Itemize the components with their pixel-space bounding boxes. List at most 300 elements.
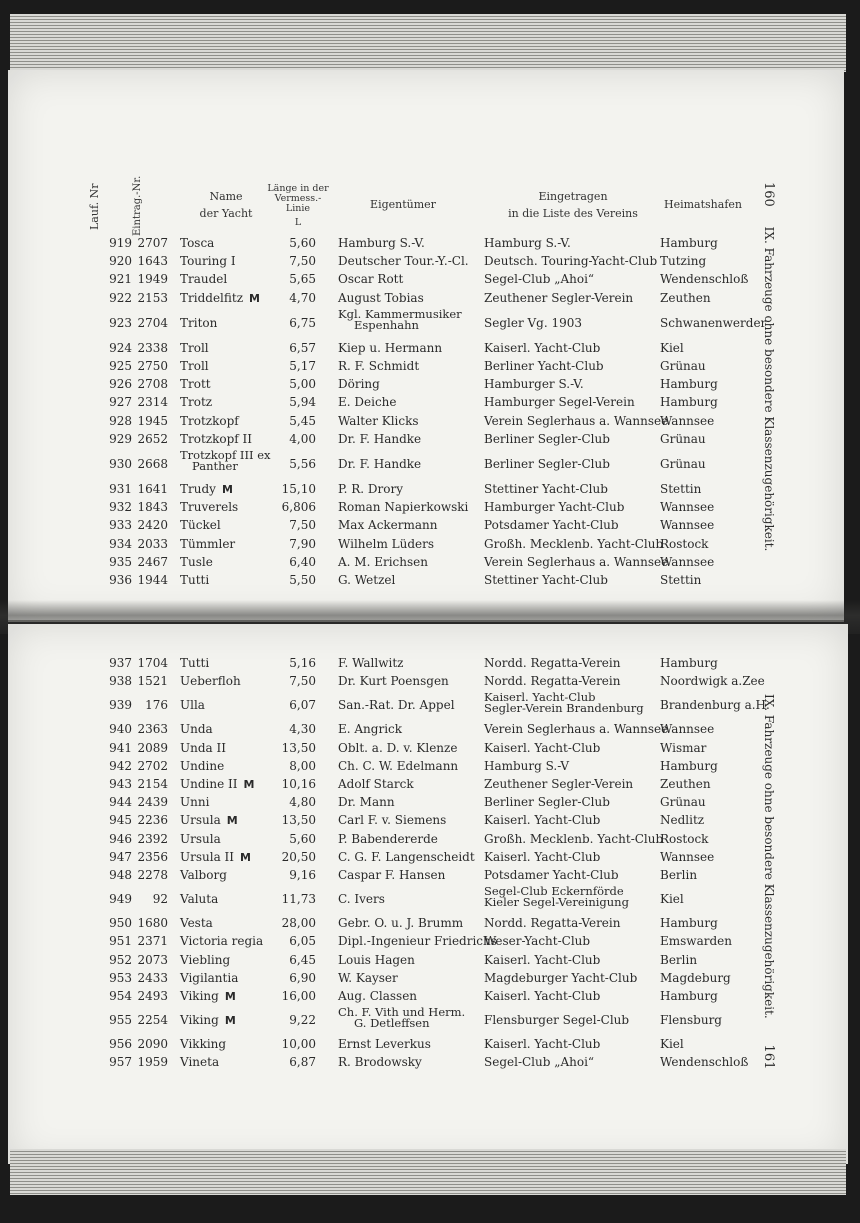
eintrag-nr-cell: 92 xyxy=(152,892,168,907)
club-cell: Segel-Club „Ahoi“ xyxy=(484,1055,595,1070)
length-cell: 6,45 xyxy=(289,952,316,967)
lauf-nr-cell: 949 xyxy=(109,892,132,907)
owner-cell: Hamburg S.-V. xyxy=(338,236,425,250)
length-cell: 7,50 xyxy=(289,674,316,689)
lauf-nr-cell: 938 xyxy=(109,674,132,689)
eintrag-nr-cell: 1704 xyxy=(137,656,168,670)
eintrag-nr-cell: 2439 xyxy=(137,795,168,810)
owner-cell: Oscar Rott xyxy=(338,272,404,287)
length-cell: 6,87 xyxy=(289,1055,316,1070)
header-name-line1: Name xyxy=(209,190,243,203)
owner-cell: Louis Hagen xyxy=(338,952,415,967)
header-club-line2: in die Liste des Vereins xyxy=(508,207,638,220)
length-cell: 7,90 xyxy=(289,536,316,551)
eintrag-nr-cell: 2278 xyxy=(137,868,168,882)
club-cell: Deutsch. Touring-Yacht-Club xyxy=(484,254,658,269)
club-line2: Kieler Segel-Vereinigung xyxy=(484,895,629,910)
header-name-line2: der Yacht xyxy=(199,207,253,220)
lauf-nr-cell: 947 xyxy=(109,849,132,864)
book-edge-bottom xyxy=(10,1149,846,1195)
home-port-cell: Rostock xyxy=(660,831,709,846)
eintrag-nr-cell: 2668 xyxy=(137,457,168,471)
home-port-cell: Zeuthen xyxy=(660,777,711,791)
owner-cell: Wilhelm Lüders xyxy=(338,536,435,551)
length-cell: 7,50 xyxy=(289,254,316,269)
eintrag-nr-cell: 1843 xyxy=(137,500,168,515)
home-port-cell: Noordwigk a.Zee xyxy=(660,674,765,689)
club-line2: Segler-Verein Brandenburg xyxy=(484,701,644,716)
home-port-cell: Wannsee xyxy=(660,413,715,428)
lauf-nr-cell: 955 xyxy=(109,1013,132,1028)
yacht-name-cell: Vineta xyxy=(180,1055,220,1070)
eintrag-nr-cell: 1641 xyxy=(137,482,168,496)
owner-cell: August Tobias xyxy=(338,290,424,305)
lauf-nr-cell: 928 xyxy=(109,413,132,428)
length-cell: 11,73 xyxy=(281,892,316,907)
header-length-line3: Linie xyxy=(285,203,311,214)
header-name xyxy=(186,188,266,222)
yacht-name-cell: Vesta xyxy=(180,916,213,931)
lauf-nr-cell: 941 xyxy=(109,740,132,755)
header-length-line4: L xyxy=(294,217,302,228)
owner-cell: Ch. C. W. Edelmann xyxy=(338,758,459,773)
yacht-name-cell: Valuta xyxy=(180,892,219,907)
eintrag-nr-cell: 2073 xyxy=(137,952,168,967)
length-cell: 10,16 xyxy=(281,777,316,791)
yacht-name-cell: Ulla xyxy=(180,698,205,713)
lauf-nr-cell: 940 xyxy=(109,722,132,737)
lauf-nr-cell: 935 xyxy=(109,554,132,569)
yacht-name-cell: Tutti xyxy=(180,656,210,670)
club-cell: Hamburger S.-V. xyxy=(484,377,584,392)
owner-cell: W. Kayser xyxy=(338,970,398,985)
owner-cell: Oblt. a. D. v. Klenze xyxy=(338,740,458,755)
yacht-name-cell: Valborg xyxy=(180,868,227,882)
owner-line2: G. Detleffsen xyxy=(354,1016,430,1031)
eintrag-nr-cell: 2493 xyxy=(137,989,168,1003)
eintrag-nr-cell: 2254 xyxy=(137,1013,168,1028)
yacht-name-cell: Tümmler xyxy=(180,536,236,551)
length-cell: 13,50 xyxy=(281,813,316,828)
eintrag-nr-cell: 2356 xyxy=(137,849,168,864)
owner-cell: E. Angrick xyxy=(338,722,403,737)
owner-cell: Ernst Leverkus xyxy=(338,1037,431,1052)
club-cell: Berliner Yacht-Club xyxy=(484,359,604,373)
eintrag-nr-cell: 1521 xyxy=(137,674,168,689)
owner-cell: P. Babendererde xyxy=(338,831,438,846)
owner-line1: Kgl. Kammermusiker xyxy=(338,306,462,321)
home-port-cell: Wannsee xyxy=(660,722,715,737)
yacht-name-cell: Tosca xyxy=(180,236,215,250)
lauf-nr-cell: 937 xyxy=(109,656,132,670)
length-cell: 20,50 xyxy=(281,849,316,864)
owner-cell: C. G. F. Langenscheidt xyxy=(338,849,475,864)
length-cell: 9,16 xyxy=(289,868,316,882)
yacht-name-cell: Ursula II M xyxy=(180,849,251,864)
owner-cell: Roman Napierkowski xyxy=(338,500,469,515)
club-cell: Stettiner Yacht-Club xyxy=(484,482,608,496)
club-cell: Kaiserl. Yacht-Club xyxy=(484,849,601,864)
yacht-name-cell: Trott xyxy=(180,377,211,392)
club-cell xyxy=(484,692,644,714)
lauf-nr-cell: 919 xyxy=(109,236,132,250)
yacht-name-cell: Troll xyxy=(180,359,209,373)
club-cell: Berliner Segler-Club xyxy=(484,795,610,810)
header-club-line1: Eingetragen xyxy=(538,190,608,203)
length-cell: 5,16 xyxy=(289,656,316,670)
home-port-cell: Kiel xyxy=(660,340,684,355)
eintrag-nr-cell: 2420 xyxy=(137,518,168,533)
owner-cell: Dr. F. Handke xyxy=(338,457,422,471)
club-cell: Kaiserl. Yacht-Club xyxy=(484,952,601,967)
length-cell: 7,50 xyxy=(289,518,316,533)
home-port-cell: Hamburg xyxy=(660,758,718,773)
owner-cell: Dr. Kurt Poensgen xyxy=(338,674,449,689)
home-port-cell: Wannsee xyxy=(660,554,715,569)
home-port-cell: Kiel xyxy=(660,1037,684,1052)
motor-marker: M xyxy=(221,483,233,496)
club-cell: Hamburg S.-V xyxy=(484,758,570,773)
home-port-cell: Wendenschloß xyxy=(660,272,749,287)
header-club xyxy=(478,188,668,222)
page-161 xyxy=(8,624,848,1164)
page-number-161: 161 xyxy=(761,1044,776,1070)
owner-cell: Carl F. v. Siemens xyxy=(338,813,447,828)
yacht-name-cell: Undine xyxy=(180,758,225,773)
section-title-161: IX. Fahrzeuge ohne besondere Klassenzugehörigkeit. xyxy=(762,694,776,1019)
header-lauf-nr: Lauf. Nr xyxy=(88,183,101,230)
lauf-nr-cell: 921 xyxy=(109,272,132,287)
yacht-name-cell: Triton xyxy=(180,315,218,330)
motor-marker: M xyxy=(240,850,251,864)
owner-cell: E. Deiche xyxy=(338,395,397,410)
eintrag-nr-cell: 2433 xyxy=(137,970,168,985)
owner-cell: R. Brodowsky xyxy=(338,1055,422,1070)
lauf-nr-cell: 956 xyxy=(109,1037,132,1052)
header-port: Heimatshafen xyxy=(664,198,742,211)
yacht-name-cell: Touring I xyxy=(180,254,236,269)
eintrag-nr-cell: 2153 xyxy=(137,290,168,305)
eintrag-nr-cell: 2033 xyxy=(137,536,168,551)
owner-cell: Max Ackermann xyxy=(338,518,438,533)
owner-cell: F. Wallwitz xyxy=(338,656,404,670)
lauf-nr-cell: 951 xyxy=(109,934,132,949)
club-cell: Stettiner Yacht-Club xyxy=(484,573,608,587)
length-cell: 4,30 xyxy=(289,722,316,737)
home-port-cell: Zeuthen xyxy=(660,290,711,305)
length-cell: 4,00 xyxy=(289,431,316,446)
length-cell: 6,75 xyxy=(289,315,316,330)
owner-cell: Caspar F. Hansen xyxy=(338,868,446,882)
length-cell: 6,40 xyxy=(289,554,316,569)
lauf-nr-cell: 934 xyxy=(109,536,132,551)
eintrag-nr-cell: 2750 xyxy=(137,359,168,373)
lauf-nr-cell: 943 xyxy=(109,777,132,791)
book-edge-top xyxy=(10,14,846,72)
club-cell xyxy=(484,886,629,908)
club-cell: Kaiserl. Yacht-Club xyxy=(484,989,601,1003)
club-cell: Potsdamer Yacht-Club xyxy=(484,518,619,533)
eintrag-nr-cell: 2154 xyxy=(137,777,168,791)
yacht-name-cell: Unda xyxy=(180,722,213,737)
home-port-cell: Grünau xyxy=(660,431,706,446)
home-port-cell: Berlin xyxy=(660,952,698,967)
home-port-cell: Flensburg xyxy=(660,1013,722,1028)
eintrag-nr-cell: 2363 xyxy=(137,722,168,737)
home-port-cell: Wendenschloß xyxy=(660,1055,749,1070)
yacht-name-cell: Ursula xyxy=(180,831,221,846)
length-cell: 5,45 xyxy=(289,413,316,428)
owner-cell: Walter Klicks xyxy=(338,413,419,428)
lauf-nr-cell: 957 xyxy=(109,1055,132,1070)
home-port-cell: Brandenburg a.H. xyxy=(660,698,770,713)
owner-line1: Ch. F. Vith und Herm. xyxy=(338,1005,466,1020)
yacht-name-cell: Truverels xyxy=(180,500,239,515)
club-cell: Flensburger Segel-Club xyxy=(484,1013,630,1028)
eintrag-nr-cell: 2089 xyxy=(137,740,168,755)
length-cell: 6,90 xyxy=(289,970,316,985)
club-cell: Großh. Mecklenb. Yacht-Club xyxy=(484,536,664,551)
lauf-nr-cell: 920 xyxy=(109,254,132,269)
yacht-name-cell: Troll xyxy=(180,340,209,355)
length-cell: 13,50 xyxy=(281,740,316,755)
yacht-name-cell: Vikking xyxy=(180,1037,227,1052)
page-160 xyxy=(8,70,844,622)
yacht-name-cell: Trudy M xyxy=(180,482,233,496)
club-cell: Hamburger Yacht-Club xyxy=(484,500,625,515)
club-cell: Weser-Yacht-Club xyxy=(484,934,591,949)
home-port-cell: Magdeburg xyxy=(660,970,731,985)
club-cell: Potsdamer Yacht-Club xyxy=(484,868,619,882)
home-port-cell: Emswarden xyxy=(660,934,732,949)
eintrag-nr-cell: 2314 xyxy=(137,395,168,410)
home-port-cell: Wannsee xyxy=(660,518,715,533)
owner-cell: P. R. Drory xyxy=(338,482,404,496)
owner-cell: Gebr. O. u. J. Brumm xyxy=(338,916,464,931)
yacht-name-cell: Unda II xyxy=(180,740,226,755)
yacht-name-cell: Viking M xyxy=(180,989,236,1003)
yacht-name-line1: Trotzkopf III ex xyxy=(180,448,271,462)
lauf-nr-cell: 932 xyxy=(109,500,132,515)
yacht-name-cell: Viking M xyxy=(180,1013,236,1028)
lauf-nr-cell: 946 xyxy=(109,831,132,846)
eintrag-nr-cell: 1945 xyxy=(137,413,168,428)
yacht-name-cell: Vigilantia xyxy=(180,970,239,985)
yacht-name-cell: Tusle xyxy=(180,554,213,569)
home-port-cell: Stettin xyxy=(660,573,702,587)
lauf-nr-cell: 924 xyxy=(109,340,132,355)
home-port-cell: Hamburg xyxy=(660,395,718,410)
eintrag-nr-cell: 2090 xyxy=(137,1037,168,1052)
home-port-cell: Hamburg xyxy=(660,656,718,670)
eintrag-nr-cell: 2236 xyxy=(137,813,168,828)
lauf-nr-cell: 953 xyxy=(109,970,132,985)
home-port-cell: Hamburg xyxy=(660,377,718,392)
yacht-name-cell: Victoria regia xyxy=(180,934,264,949)
lauf-nr-cell: 931 xyxy=(109,482,132,496)
eintrag-nr-cell: 1959 xyxy=(137,1055,168,1070)
yacht-name-cell: Trotzkopf xyxy=(180,413,239,428)
owner-cell: Dr. F. Handke xyxy=(338,431,422,446)
lauf-nr-cell: 929 xyxy=(109,431,132,446)
club-cell: Verein Seglerhaus a. Wannsee xyxy=(484,554,669,569)
yacht-name-cell: Trotzkopf II xyxy=(180,431,253,446)
club-cell: Verein Seglerhaus a. Wannsee xyxy=(484,722,669,737)
club-cell: Kaiserl. Yacht-Club xyxy=(484,813,601,828)
club-cell: Segel-Club „Ahoi“ xyxy=(484,272,595,287)
club-line1: Kaiserl. Yacht-Club xyxy=(484,690,596,705)
club-cell: Nordd. Regatta-Verein xyxy=(484,674,621,689)
length-cell: 5,60 xyxy=(289,831,316,846)
owner-cell xyxy=(338,306,462,332)
length-cell: 28,00 xyxy=(281,916,316,931)
motor-marker: M xyxy=(224,1014,236,1028)
eintrag-nr-cell: 2702 xyxy=(137,758,168,773)
home-port-cell: Schwanenwerder xyxy=(660,315,767,330)
home-port-cell: Grünau xyxy=(660,795,706,810)
club-cell: Großh. Mecklenb. Yacht-Club xyxy=(484,831,664,846)
owner-cell: Deutscher Tour.-Y.-Cl. xyxy=(338,254,469,269)
home-port-cell: Nedlitz xyxy=(660,813,705,828)
yacht-name-cell: Viebling xyxy=(180,952,231,967)
lauf-nr-cell: 944 xyxy=(109,795,132,810)
yacht-name-cell: Unni xyxy=(180,795,210,810)
eintrag-nr-cell: 2371 xyxy=(137,934,168,949)
lauf-nr-cell: 926 xyxy=(109,377,132,392)
home-port-cell: Tutzing xyxy=(660,254,707,269)
owner-cell: Dr. Mann xyxy=(338,795,395,810)
home-port-cell: Rostock xyxy=(660,536,709,551)
yacht-name-line2: Panther xyxy=(192,459,238,473)
lauf-nr-cell: 954 xyxy=(109,989,132,1003)
home-port-cell: Grünau xyxy=(660,457,706,471)
club-cell: Hamburg S.-V. xyxy=(484,236,571,250)
club-cell: Magdeburger Yacht-Club xyxy=(484,970,638,985)
length-cell: 4,70 xyxy=(289,290,316,305)
owner-cell: G. Wetzel xyxy=(338,573,396,587)
club-cell: Nordd. Regatta-Verein xyxy=(484,916,621,931)
home-port-cell: Hamburg xyxy=(660,236,718,250)
owner-cell: A. M. Erichsen xyxy=(338,554,428,569)
length-cell: 8,00 xyxy=(289,758,316,773)
owner-cell: Dipl.-Ingenieur Friedrichs xyxy=(338,934,497,949)
length-cell: 5,94 xyxy=(289,395,316,410)
home-port-cell: Wannsee xyxy=(660,849,715,864)
eintrag-nr-cell: 2392 xyxy=(137,831,168,846)
home-port-cell: Hamburg xyxy=(660,916,718,931)
length-cell: 5,60 xyxy=(289,236,316,250)
length-cell: 5,56 xyxy=(289,457,316,471)
eintrag-nr-cell: 2707 xyxy=(137,236,168,250)
club-cell: Segler Vg. 1903 xyxy=(484,315,583,330)
lauf-nr-cell: 942 xyxy=(109,758,132,773)
length-cell: 16,00 xyxy=(281,989,316,1003)
lauf-nr-cell: 927 xyxy=(109,395,132,410)
club-cell: Zeuthener Segler-Verein xyxy=(484,777,634,791)
length-cell: 6,806 xyxy=(281,500,316,515)
yacht-name-cell: Tutti xyxy=(180,573,210,587)
club-line1: Segel-Club Eckernförde xyxy=(484,884,624,899)
owner-cell: Döring xyxy=(338,377,380,392)
owner-cell: San.-Rat. Dr. Appel xyxy=(338,698,455,713)
club-cell: Berliner Segler-Club xyxy=(484,431,610,446)
home-port-cell: Stettin xyxy=(660,482,702,496)
eintrag-nr-cell: 2467 xyxy=(137,554,168,569)
lauf-nr-cell: 950 xyxy=(109,916,132,931)
home-port-cell: Hamburg xyxy=(660,989,718,1003)
motor-marker: M xyxy=(243,778,255,791)
yacht-name-cell: Undine II M xyxy=(180,777,255,791)
yacht-name-cell: Trotz xyxy=(180,395,213,410)
lauf-nr-cell: 930 xyxy=(109,457,132,471)
eintrag-nr-cell: 2652 xyxy=(137,431,168,446)
header-length-line2: Vermess.- xyxy=(274,193,322,204)
club-cell: Kaiserl. Yacht-Club xyxy=(484,740,601,755)
club-cell: Zeuthener Segler-Verein xyxy=(484,290,634,305)
club-cell: Kaiserl. Yacht-Club xyxy=(484,1037,601,1052)
length-cell: 6,57 xyxy=(289,340,316,355)
home-port-cell: Wismar xyxy=(660,740,707,755)
owner-cell xyxy=(338,1007,465,1029)
club-cell: Nordd. Regatta-Verein xyxy=(484,656,621,670)
home-port-cell: Grünau xyxy=(660,359,706,373)
club-cell: Kaiserl. Yacht-Club xyxy=(484,340,601,355)
eintrag-nr-cell: 1680 xyxy=(137,916,168,931)
length-cell: 4,80 xyxy=(289,795,316,810)
motor-marker: M xyxy=(224,990,236,1003)
motor-marker: M xyxy=(226,814,238,828)
length-cell: 5,50 xyxy=(289,573,316,587)
owner-cell: R. F. Schmidt xyxy=(338,359,420,373)
eintrag-nr-cell: 1944 xyxy=(137,573,168,587)
length-cell: 5,00 xyxy=(289,377,316,392)
eintrag-nr-cell: 1643 xyxy=(137,254,168,269)
header-owner: Eigentümer xyxy=(370,198,436,211)
length-cell: 15,10 xyxy=(281,482,316,496)
owner-cell: C. Ivers xyxy=(338,892,385,907)
length-cell: 9,22 xyxy=(289,1013,316,1028)
club-cell: Verein Seglerhaus a. Wannsee xyxy=(484,413,669,428)
lauf-nr-cell: 939 xyxy=(109,698,132,713)
yacht-name-cell: Traudel xyxy=(180,272,228,287)
club-cell: Berliner Segler-Club xyxy=(484,457,610,471)
home-port-cell: Wannsee xyxy=(660,500,715,515)
length-cell: 6,05 xyxy=(289,934,316,949)
yacht-name-cell: Ursula M xyxy=(180,813,238,828)
eintrag-nr-cell: 2338 xyxy=(137,340,168,355)
owner-cell: Kiep u. Hermann xyxy=(338,340,443,355)
section-title-160: IX. Fahrzeuge ohne besondere Klassenzugehörigkeit. xyxy=(762,226,776,552)
side-title-160 xyxy=(761,182,776,551)
length-cell: 5,65 xyxy=(289,272,316,287)
club-cell: Hamburger Segel-Verein xyxy=(484,395,635,410)
lauf-nr-cell: 936 xyxy=(109,573,132,587)
header-length xyxy=(258,184,338,228)
header-eintrag-nr: Eintrag.-Nr. xyxy=(132,175,143,236)
yacht-name-cell: Triddelfitz M xyxy=(180,290,260,305)
yacht-name-cell: Tückel xyxy=(180,518,221,533)
home-port-cell: Berlin xyxy=(660,868,698,882)
lauf-nr-cell: 948 xyxy=(109,868,132,882)
home-port-cell: Kiel xyxy=(660,892,684,907)
eintrag-nr-cell: 176 xyxy=(145,698,168,713)
owner-line2: Espenhahn xyxy=(354,317,419,332)
yacht-name-cell: Ueberfloh xyxy=(180,674,241,689)
page-number-160: 160 xyxy=(761,182,776,207)
eintrag-nr-cell: 1949 xyxy=(137,272,168,287)
lauf-nr-cell: 933 xyxy=(109,518,132,533)
side-title-161 xyxy=(761,694,776,1069)
